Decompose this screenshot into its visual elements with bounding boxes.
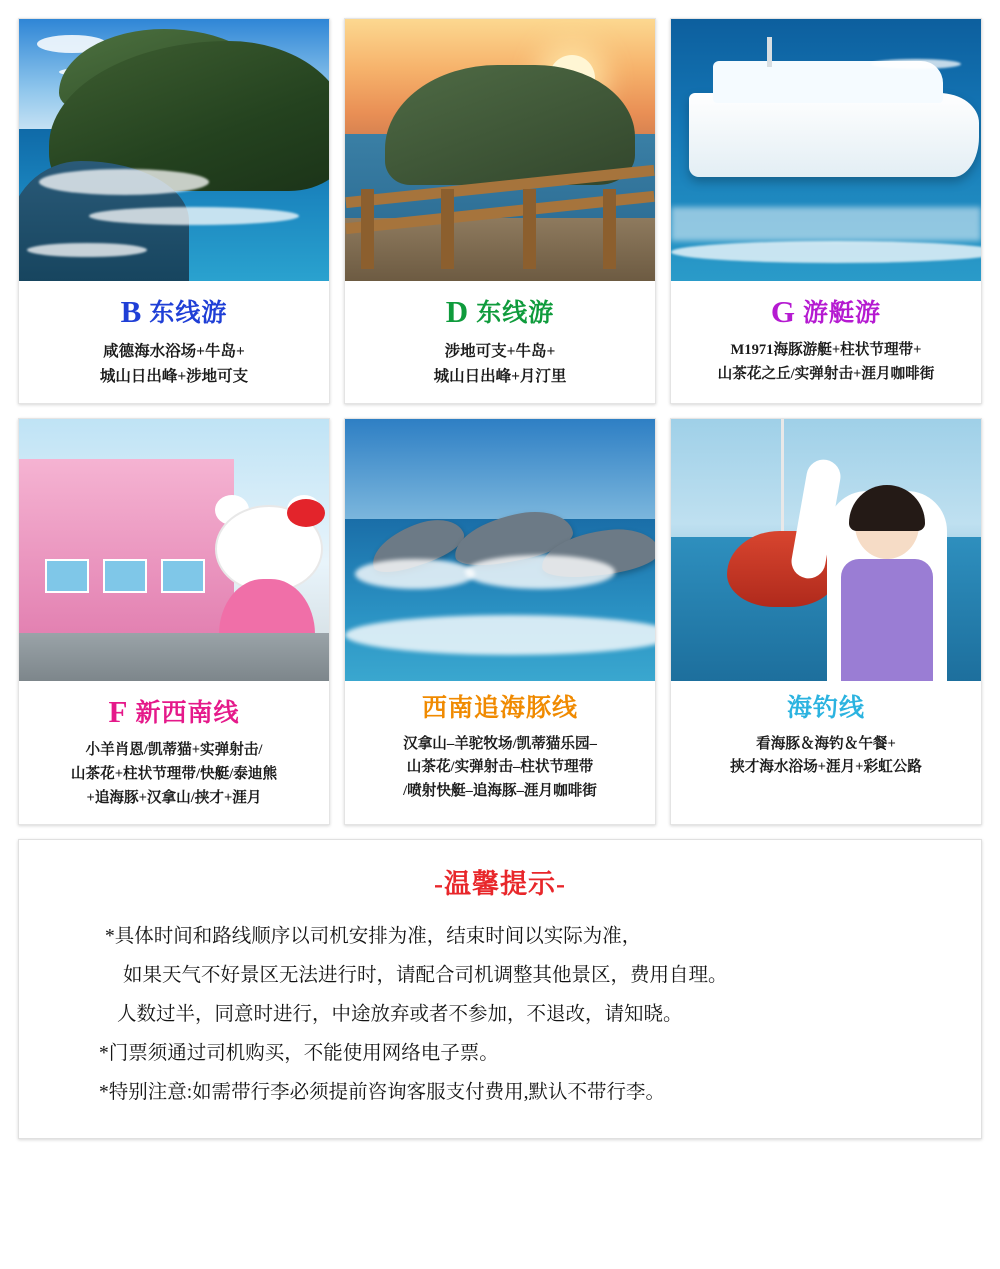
route-card-f-body [19,681,329,824]
route-card-f-desc [25,739,323,810]
route-title-text: 海钓线 [786,695,865,723]
route-desc-line: 汉拿山–羊驼牧场/凯蒂猫乐园– [403,735,597,752]
route-card-b-body [19,281,329,403]
route-title-text: 新西南线 [135,700,240,728]
route-card-southwest-dolphin-desc [351,733,649,804]
route-desc-line: 山茶花+柱状节理带/快艇/泰迪熊 [70,766,278,783]
route-desc-line: 挟才海水浴场+涯月+彩虹公路 [730,759,922,776]
route-card-g-body [671,281,981,403]
route-title-text: 游艇游 [803,300,882,327]
route-desc-line: 山茶花之丘/实弹射击+涯月咖啡街 [717,365,935,382]
notice-line: *特别注意:如需带行李必须提前咨询客服支付费用,默认不带行李。 [99,1082,666,1104]
route-card-d-body [345,281,655,403]
notice-line: *具体时间和路线顺序以司机安排为准，结束时间以实际为准， [105,926,642,948]
route-desc-line: 小羊肖恩/凯蒂猫+实弹射击/ [85,742,263,759]
route-card-southwest-dolphin[interactable] [344,418,656,825]
route-card-b[interactable] [18,18,330,404]
route-letter-badge: G [770,294,797,329]
route-title-text: 东线游 [149,300,228,327]
route-card-d-title [351,295,649,329]
route-card-b-desc [25,339,323,389]
route-card-sea-fishing-body [671,681,981,824]
route-card-southwest-dolphin-title [351,695,649,723]
route-desc-line: 山茶花/实弹射击–柱状节理带 [406,759,594,776]
route-letter-badge: B [120,294,143,329]
yacht-shape [689,93,979,177]
notice-box [18,839,982,1139]
route-card-f-title [25,695,323,729]
notice-body [43,917,957,1112]
dolphins-photo [345,419,655,681]
hello-kitty-island-photo [19,419,329,681]
notice-line: 如果天气不好景区无法进行时，请配合司机调整其他景区，费用自理。 [123,965,728,987]
route-card-f[interactable] [18,418,330,825]
route-card-b-title [25,295,323,329]
route-desc-line: 城山日出峰+涉地可支 [99,368,249,386]
route-card-g[interactable] [670,18,982,404]
route-letter-badge: F [108,694,129,730]
route-desc-line: 城山日出峰+月汀里 [433,368,567,386]
route-desc-line: 看海豚＆海钓＆午餐+ [756,735,896,752]
route-letter-badge: D [445,294,470,329]
route-card-d-desc [351,339,649,389]
route-title-text: 东线游 [476,300,555,327]
route-card-sea-fishing-desc [677,733,975,780]
route-card-d[interactable] [344,18,656,404]
sunset-seongsan-photo [345,19,655,281]
route-card-grid [18,18,982,825]
yacht-photo [671,19,981,281]
route-desc-line: 咸德海水浴场+牛岛+ [103,343,245,361]
route-desc-line: 涉地可支+牛岛+ [444,343,556,361]
route-card-g-desc [677,339,975,386]
route-card-sea-fishing-title [677,695,975,723]
coastal-cliff-photo [19,19,329,281]
route-title-text: 西南追海豚线 [421,695,578,723]
route-desc-line: M1971海豚游艇+柱状节理带+ [730,342,922,359]
notice-line: *门票须通过司机购买，不能使用网络电子票。 [99,1043,499,1065]
wooden-fence [345,173,655,269]
sea-fishing-photo [671,419,981,681]
notice-title: -温馨提示- [434,869,566,900]
route-desc-line: /喷射快艇–追海豚–涯月咖啡街 [403,783,597,800]
route-card-southwest-dolphin-body [345,681,655,824]
route-card-g-title [677,295,975,329]
route-card-sea-fishing[interactable] [670,418,982,825]
notice-line: 人数过半，同意时进行，中途放弃或者不参加，不退改，请知晓。 [117,1004,683,1026]
route-desc-line: +追海豚+汉拿山/挟才+涯月 [86,789,262,806]
